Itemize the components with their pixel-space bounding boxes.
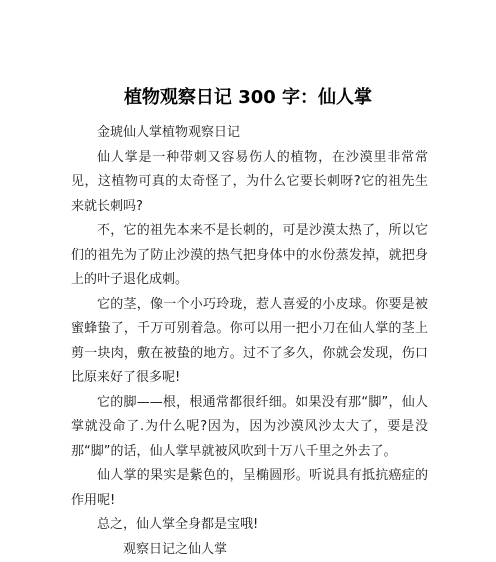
paragraph: 仙人掌的果实是紫色的，呈椭圆形。听说具有抵抗癌症的作用呢!	[71, 464, 428, 513]
paragraph: 不，它的祖先本来不是长刺的，可是沙漠太热了，所以它们的祖先为了防止沙漠的热气把身体中的水份蒸发掉，就把身上的叶子退化成刺。	[71, 219, 428, 293]
paragraph: 仙人掌是一种带刺又容易伤人的植物，在沙漠里非常常见，这植物可真的太奇怪了，为什么它要长刺呀?它的祖先生来就长刺吗?	[71, 146, 428, 220]
section-heading: 观察日记之仙人掌	[71, 538, 428, 562]
document-title: 植物观察日记 300 字：仙人掌	[0, 86, 496, 110]
paragraph: 总之，仙人掌全身都是宝哦!	[71, 513, 428, 538]
paragraph: 它的茎，像一个小巧玲珑，惹人喜爱的小皮球。你要是被蜜蜂蛰了，千万可别着急。你可以用一把小刀在仙人掌的茎上剪一块肉，敷在被蛰的地方。过不了多久，你就会发现，伤口比原来好了很多呢!	[71, 293, 428, 391]
document-body	[71, 121, 428, 562]
paragraph: 它的脚——根，根通常都很纤细。如果没有那“脚”，仙人掌就没命了.为什么呢?因为，因为沙漠风沙太大了，要是没那“脚”的话，仙人掌早就被风吹到十万八千里之外去了。	[71, 391, 428, 465]
paragraph-subtitle: 金琥仙人掌植物观察日记	[71, 121, 428, 146]
